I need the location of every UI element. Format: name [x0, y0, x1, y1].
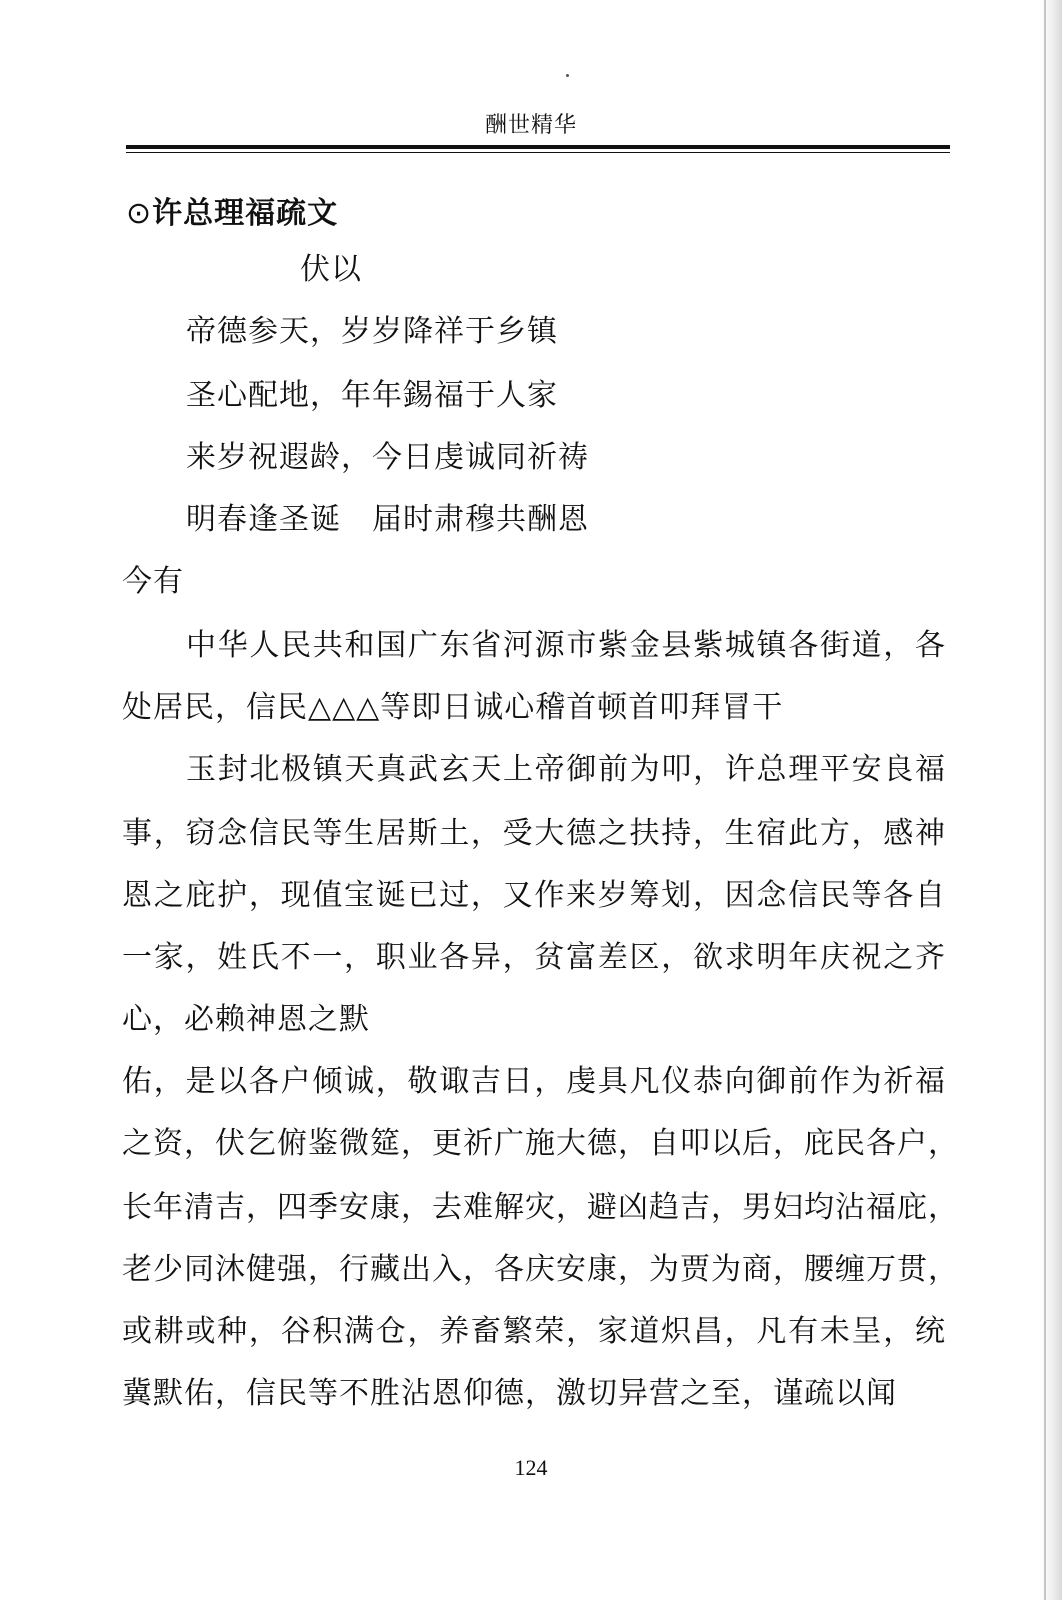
body-line: 或耕或种，谷积满仓，养畜繁荣，家道炽昌，凡有未呈，统 — [122, 1314, 946, 1349]
body-line: 老少同沐健强，行藏出入，各庆安康，为贾为商，腰缠万贯， — [122, 1252, 959, 1287]
circle-dot-icon: ⊙ — [126, 196, 153, 231]
body-line: 玉封北极镇天真武玄天上帝御前为叩，许总理平安良福 — [186, 752, 946, 787]
header-rule-thick — [126, 145, 950, 149]
body-line: 事，窃念信民等生居斯土，受大德之扶持，生宿此方，感神 — [122, 816, 946, 851]
scan-edge-line — [1044, 0, 1046, 1600]
verse-line: 明春逢圣诞 届时肃穆共酬恩 — [186, 502, 589, 537]
verse-line: 圣心配地，年年錫福于人家 — [186, 378, 558, 413]
body-line: 一家，姓氏不一，职业各异，贫富差区，欲求明年庆祝之齐 — [122, 940, 946, 975]
body-line: 之资，伏乞俯鉴微筵，更祈广施大德，自叩以后，庇民各户， — [122, 1126, 959, 1161]
body-line: 冀默佑，信民等不胜沾恩仰德，激切异营之至，谨疏以闻 — [122, 1376, 897, 1411]
section-title — [126, 188, 338, 232]
page-number: 124 — [514, 1455, 548, 1480]
running-header: 酬世精华 — [484, 113, 577, 138]
scan-speck — [566, 74, 569, 77]
body-line: 心，必赖神恩之默 — [122, 1002, 370, 1037]
section-title-text: 许总理福疏文 — [152, 196, 339, 231]
verse-line: 来岁祝遐龄，今日虔诚同祈祷 — [186, 440, 589, 475]
body-line: 处居民，信民△△△等即日诚心稽首顿首叩拜冒干 — [122, 690, 784, 725]
header-rule-thin — [126, 152, 950, 153]
body-line: 恩之庇护，现值宝诞已过，又作来岁筹划，因念信民等各自 — [122, 878, 946, 913]
intro-phrase: 今有 — [122, 564, 184, 599]
body-line: 佑，是以各户倾诚，敬诹吉日，虔具凡仪恭向御前作为祈福 — [122, 1064, 946, 1099]
body-line: 长年清吉，四季安康，去难解灾，避凶趋吉，男妇均沾福庇， — [122, 1190, 959, 1225]
verse-line: 帝德参天，岁岁降祥于乡镇 — [186, 314, 558, 349]
opening-phrase: 伏以 — [300, 252, 362, 287]
body-line: 中华人民共和国广东省河源市紫金县紫城镇各街道，各 — [186, 628, 946, 663]
